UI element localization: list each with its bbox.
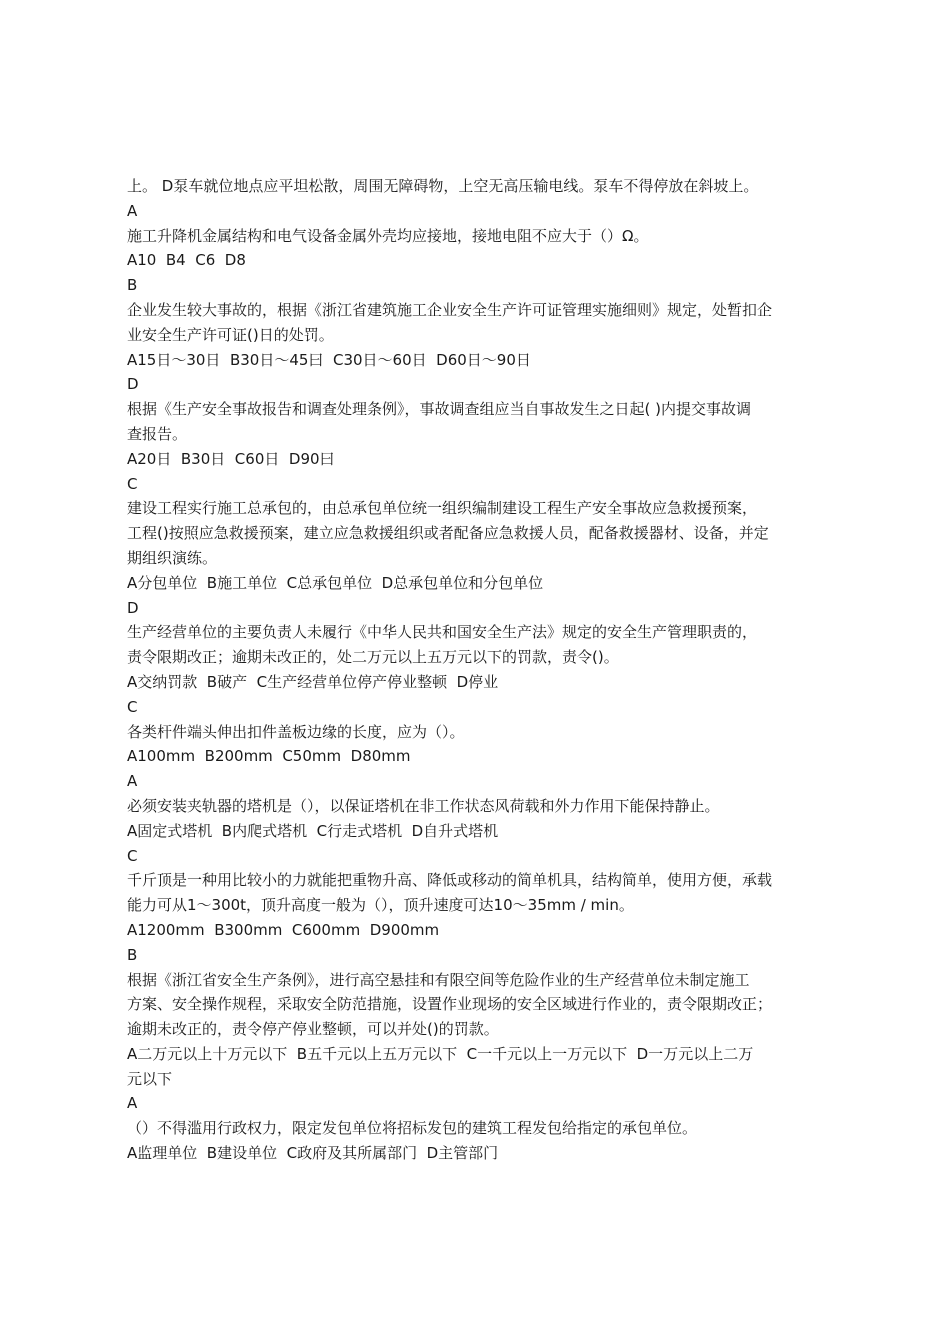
text-line: 生产经营单位的主要负责人未履行《中华人民共和国安全生产法》规定的安全生产管理职责的， [127, 623, 758, 642]
text-line: 必须安装夹轨器的塔机是（），以保证塔机在非工作状态风荷载和外力作用下能保持静止。 [127, 796, 720, 815]
text-line: 施工升降机金属结构和电气设备金属外壳均应接地，接地电阻不应大于（）Ω。 [127, 226, 649, 245]
text-line: B [127, 945, 138, 964]
text-line: A15日～30日 B30日～45曰 C30日～60日 D60日～90日 [127, 350, 531, 369]
text-line: C [127, 474, 138, 493]
text-line: 能力可从1～300t，顶升高度一般为（），顶升速度可达10～35mm / min。 [127, 896, 634, 915]
text-line: 查报告。 [127, 424, 188, 443]
text-line: A二万元以上十万元以下 B五千元以上五万元以下 C一千元以上一万元以下 D一万元以上二万 [127, 1044, 754, 1063]
text-line: A1200mm B300mm C600mm D900mm [127, 920, 440, 939]
text-line: 企业发生较大事故的，根据《浙江省建筑施工企业安全生产许可证管理实施细则》规定，处暂扣企 [127, 300, 773, 319]
text-line: A [127, 201, 138, 220]
text-line: C [127, 846, 138, 865]
text-line: 上。 D泵车就位地点应平坦松散，周围无障碍物，上空无高压输电线。泵车不得停放在斜坡上。 [127, 177, 759, 195]
text-line: A交纳罚款 B破产 C生产经营单位停产停业整顿 D停业 [127, 672, 499, 691]
text-line: A固定式塔机 B内爬式塔机 C行走式塔机 D自升式塔机 [127, 821, 499, 840]
text-line: 方案、安全操作规程，采取安全防范措施，设置作业现场的安全区域进行作业的，责令限期改正； [127, 995, 773, 1014]
text-line: 工程()按照应急救援预案，建立应急救援组织或者配备应急救援人员，配备救援器材、设备，并定 [127, 524, 769, 543]
text-line: C [127, 697, 138, 716]
text-line: 各类杆件端头伸出扣件盖板边缘的长度，应为（）。 [127, 722, 465, 741]
text-line: 期组织演练。 [127, 548, 218, 567]
text-line: 建设工程实行施工总承包的，由总承包单位统一组织编制建设工程生产安全事故应急救援预案， [127, 499, 758, 518]
text-line: 根据《生产安全事故报告和调查处理条例》，事故调查组应当自事故发生之日起( )内提交事故调 [127, 400, 751, 419]
text-line: 千斤顶是一种用比较小的力就能把重物升高、降低或移动的简单机具，结构简单，使用方便，承载 [127, 871, 773, 890]
text-line: A [127, 1094, 138, 1113]
text-line: A [127, 772, 138, 791]
text-line: A监理单位 B建设单位 C政府及其所属部门 D主管部门 [127, 1144, 499, 1163]
text-line: （）不得滥用行政权力，限定发包单位将招标发包的建筑工程发包给指定的承包单位。 [127, 1119, 698, 1138]
text-line: D [127, 598, 139, 617]
text-line: 根据《浙江省安全生产条例》，进行高空悬挂和有限空间等危险作业的生产经营单位未制定施工 [127, 970, 750, 989]
text-line: 元以下 [127, 1069, 173, 1088]
text-line: 责令限期改正；逾期未改正的，处二万元以上五万元以下的罚款，责令()。 [127, 648, 619, 667]
text-line: 逾期未改正的，责令停产停业整顿，可以并处()的罚款。 [127, 1020, 499, 1039]
text-line: D [127, 375, 139, 394]
text-line: 业安全生产许可证()日的处罚。 [127, 325, 334, 344]
text-line: A10 B4 C6 D8 [127, 251, 246, 270]
text-line: A20日 B30日 C60日 D90曰 [127, 449, 335, 468]
text-line: A100mm B200mm C50mm D80mm [127, 747, 411, 766]
text-line: A分包单位 B施工单位 C总承包单位 D总承包单位和分包单位 [127, 573, 544, 592]
text-line: B [127, 276, 138, 295]
document-page [127, 174, 827, 1166]
